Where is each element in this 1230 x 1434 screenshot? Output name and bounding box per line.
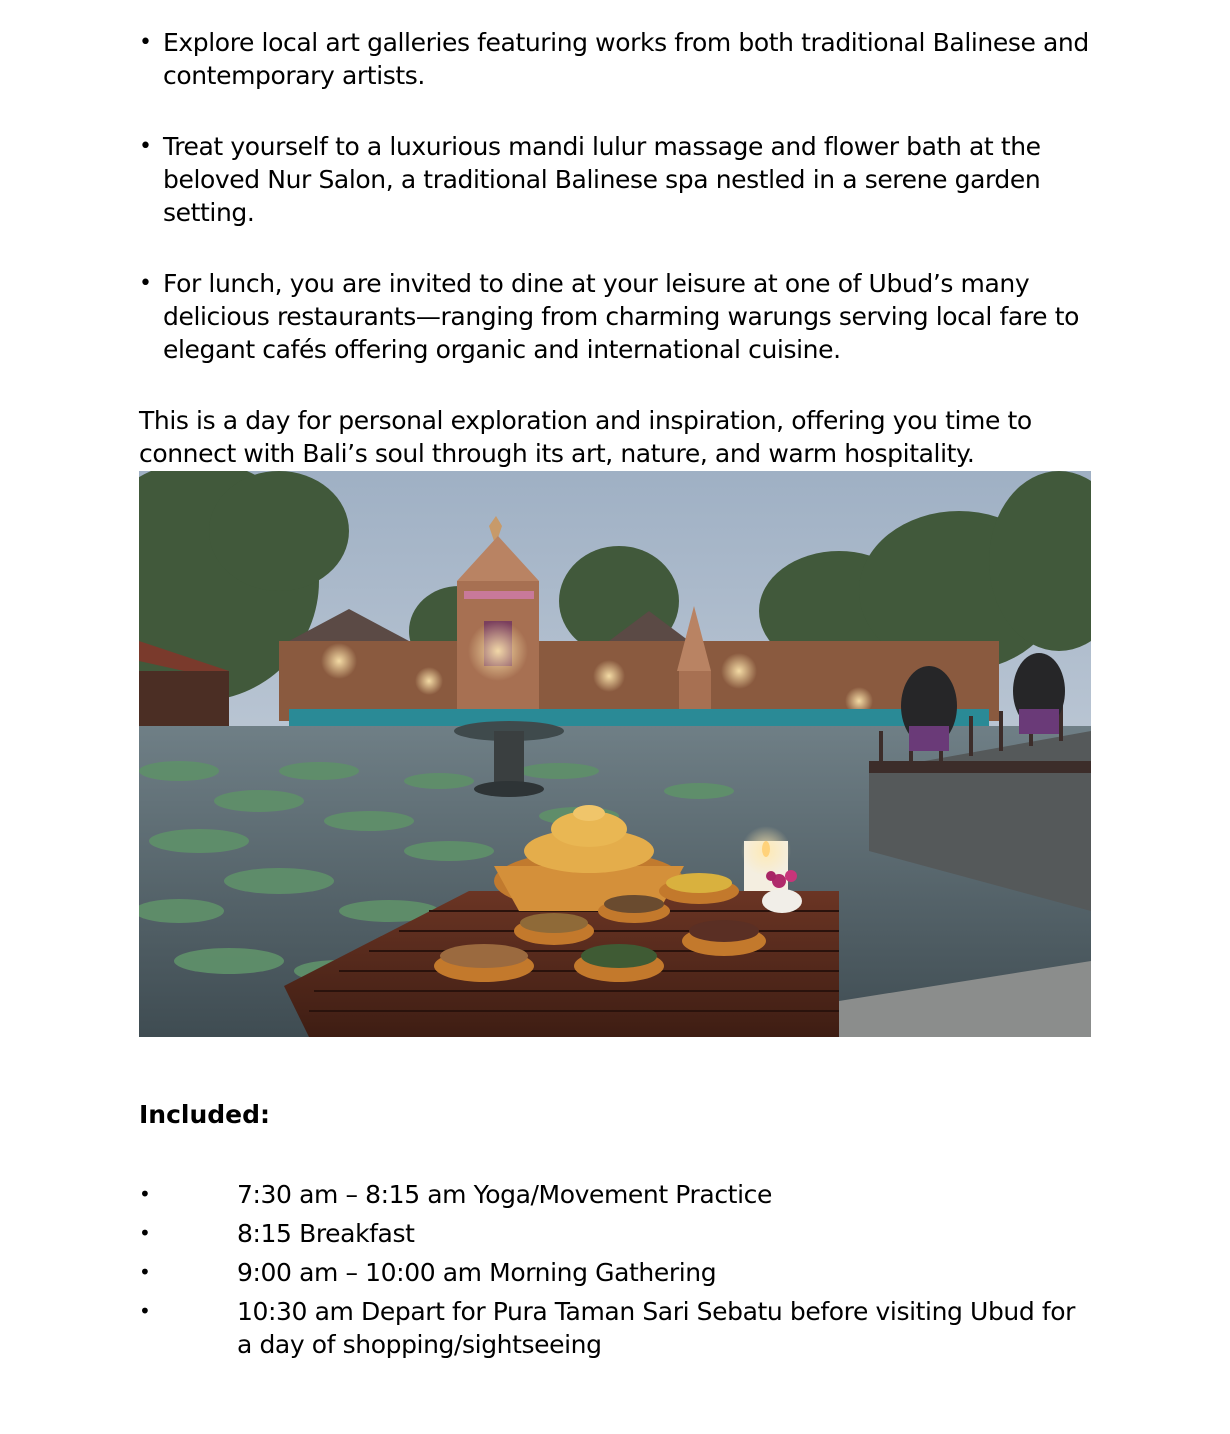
temple-garden-dinner-photo bbox=[139, 471, 1091, 1037]
included-schedule-list bbox=[139, 1178, 1091, 1367]
included-heading: Included: bbox=[139, 1100, 271, 1129]
schedule-item: • 7:30 am – 8:15 am Yoga/Movement Practice bbox=[139, 1178, 1091, 1211]
schedule-item: • 9:00 am – 10:00 am Morning Gathering bbox=[139, 1256, 1091, 1289]
schedule-item: • 10:30 am Depart for Pura Taman Sari Sebatu before visiting Ubud for a day of shopping/sightseeing bbox=[139, 1295, 1091, 1361]
itinerary-text bbox=[139, 26, 1091, 470]
activity-item: • Treat yourself to a luxurious mandi lulur massage and flower bath at the beloved Nur Salon, a traditional Balinese spa nestled in a serene garden setting. bbox=[139, 130, 1091, 229]
closing-paragraph: This is a day for personal exploration and inspiration, offering you time to connect with Bali’s soul through its art, nature, and warm hospitality. bbox=[139, 406, 1032, 468]
photo-illustration bbox=[139, 471, 1091, 1037]
activity-item: • Explore local art galleries featuring works from both traditional Balinese and contemporary artists. bbox=[139, 26, 1091, 92]
schedule-item: • 8:15 Breakfast bbox=[139, 1217, 1091, 1250]
activity-item: • For lunch, you are invited to dine at your leisure at one of Ubud’s many delicious restaurants—ranging from charming warungs serving local fare to elegant cafés offering organic and international cuisine. bbox=[139, 267, 1091, 366]
activity-list bbox=[139, 26, 1091, 366]
